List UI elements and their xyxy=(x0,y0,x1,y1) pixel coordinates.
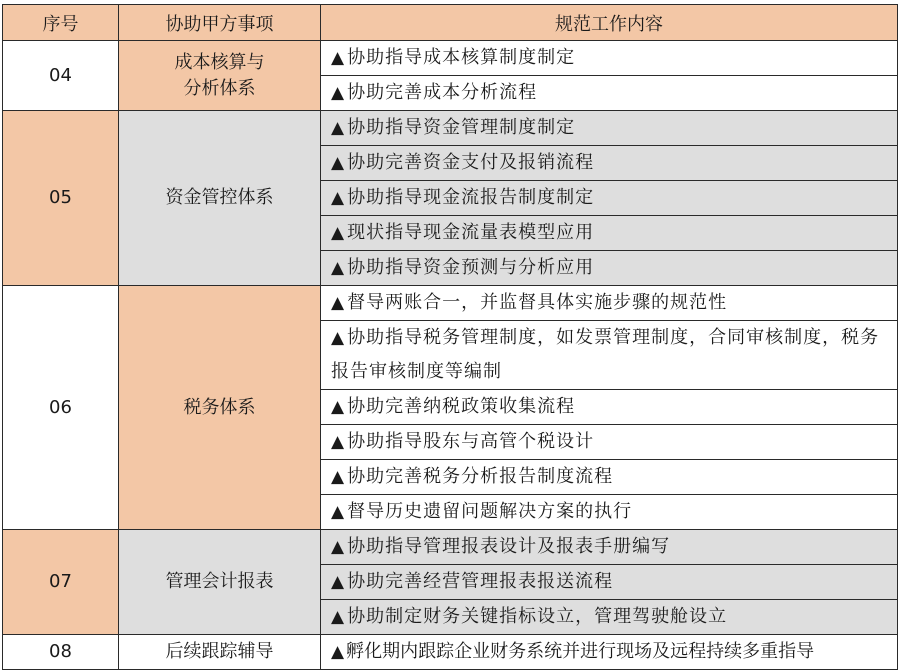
bullet-triangle-icon: ▲ xyxy=(331,223,346,243)
bullet-triangle-icon: ▲ xyxy=(331,607,346,627)
content-item xyxy=(321,460,898,495)
row-index: 08 xyxy=(3,635,119,670)
bullet-triangle-icon: ▲ xyxy=(331,467,346,487)
content-item-text: 孵化期内跟踪企业财务系统并进行现场及远程持续多重指导 xyxy=(346,641,815,662)
table-row xyxy=(3,111,898,146)
header-topic: 协助甲方事项 xyxy=(119,5,321,41)
content-item xyxy=(321,565,898,600)
content-item-text: 协助制定财务关键指标设立，管理驾驶舱设立 xyxy=(347,606,728,627)
content-item xyxy=(321,286,898,321)
row-topic: 资金管控体系 xyxy=(119,111,321,286)
bullet-triangle-icon: ▲ xyxy=(331,153,346,173)
header-index: 序号 xyxy=(3,5,119,41)
content-item-text: 协助完善资金支付及报销流程 xyxy=(347,152,595,173)
table-row xyxy=(3,530,898,565)
content-item xyxy=(321,635,898,670)
table-header-row xyxy=(3,5,898,41)
service-table-container xyxy=(2,4,897,670)
content-item xyxy=(321,251,898,286)
content-item xyxy=(321,321,898,390)
content-item-text: 协助完善税务分析报告制度流程 xyxy=(347,466,614,487)
row-topic: 税务体系 xyxy=(119,286,321,530)
content-item-text: 协助指导股东与高管个税设计 xyxy=(347,431,595,452)
content-item-text: 协助完善经营管理报表报送流程 xyxy=(347,571,614,592)
row-topic: 后续跟踪辅导 xyxy=(119,635,321,670)
content-item xyxy=(321,181,898,216)
bullet-triangle-icon: ▲ xyxy=(331,258,346,278)
content-item xyxy=(321,530,898,565)
bullet-triangle-icon: ▲ xyxy=(331,48,346,68)
bullet-triangle-icon: ▲ xyxy=(331,432,346,452)
service-table xyxy=(2,4,898,670)
content-item-text: 协助完善成本分析流程 xyxy=(347,82,538,103)
content-item-text: 协助指导现金流报告制度制定 xyxy=(347,187,595,208)
row-index: 04 xyxy=(3,41,119,111)
content-item-text: 现状指导现金流量表模型应用 xyxy=(347,222,595,243)
content-item xyxy=(321,390,898,425)
header-content: 规范工作内容 xyxy=(321,5,898,41)
row-index: 05 xyxy=(3,111,119,286)
content-item xyxy=(321,76,898,111)
content-item-text: 协助指导管理报表设计及报表手册编写 xyxy=(347,536,671,557)
bullet-triangle-icon: ▲ xyxy=(331,83,346,103)
content-item-text: 督导两账合一，并监督具体实施步骤的规范性 xyxy=(347,292,728,313)
bullet-triangle-icon: ▲ xyxy=(331,642,345,662)
content-item-text: 督导历史遗留问题解决方案的执行 xyxy=(347,501,633,522)
bullet-triangle-icon: ▲ xyxy=(331,537,346,557)
bullet-triangle-icon: ▲ xyxy=(331,397,346,417)
table-row xyxy=(3,635,898,670)
bullet-triangle-icon: ▲ xyxy=(331,118,346,138)
bullet-triangle-icon: ▲ xyxy=(331,502,346,522)
row-index: 07 xyxy=(3,530,119,635)
content-item xyxy=(321,495,898,530)
content-item xyxy=(321,111,898,146)
content-item xyxy=(321,146,898,181)
content-item xyxy=(321,41,898,76)
row-topic xyxy=(119,41,321,111)
content-item xyxy=(321,216,898,251)
table-row xyxy=(3,286,898,321)
content-item-text: 协助指导成本核算制度制定 xyxy=(347,47,576,68)
content-item-text: 协助完善纳税政策收集流程 xyxy=(347,396,576,417)
bullet-triangle-icon: ▲ xyxy=(331,572,346,592)
table-row xyxy=(3,41,898,76)
content-item-text: 协助指导资金管理制度制定 xyxy=(347,117,576,138)
content-item xyxy=(321,425,898,460)
bullet-triangle-icon: ▲ xyxy=(331,188,346,208)
row-index: 06 xyxy=(3,286,119,530)
row-topic-line: 分析体系 xyxy=(183,77,256,99)
content-item-text: 协助指导资金预测与分析应用 xyxy=(347,257,595,278)
content-item xyxy=(321,600,898,635)
row-topic-line: 成本核算与 xyxy=(174,51,265,73)
content-item-text: 协助指导税务管理制度，如发票管理制度，合同审核制度，税务报告审核制度等编制 xyxy=(331,327,880,382)
bullet-triangle-icon: ▲ xyxy=(331,293,346,313)
bullet-triangle-icon: ▲ xyxy=(331,328,346,348)
row-topic: 管理会计报表 xyxy=(119,530,321,635)
